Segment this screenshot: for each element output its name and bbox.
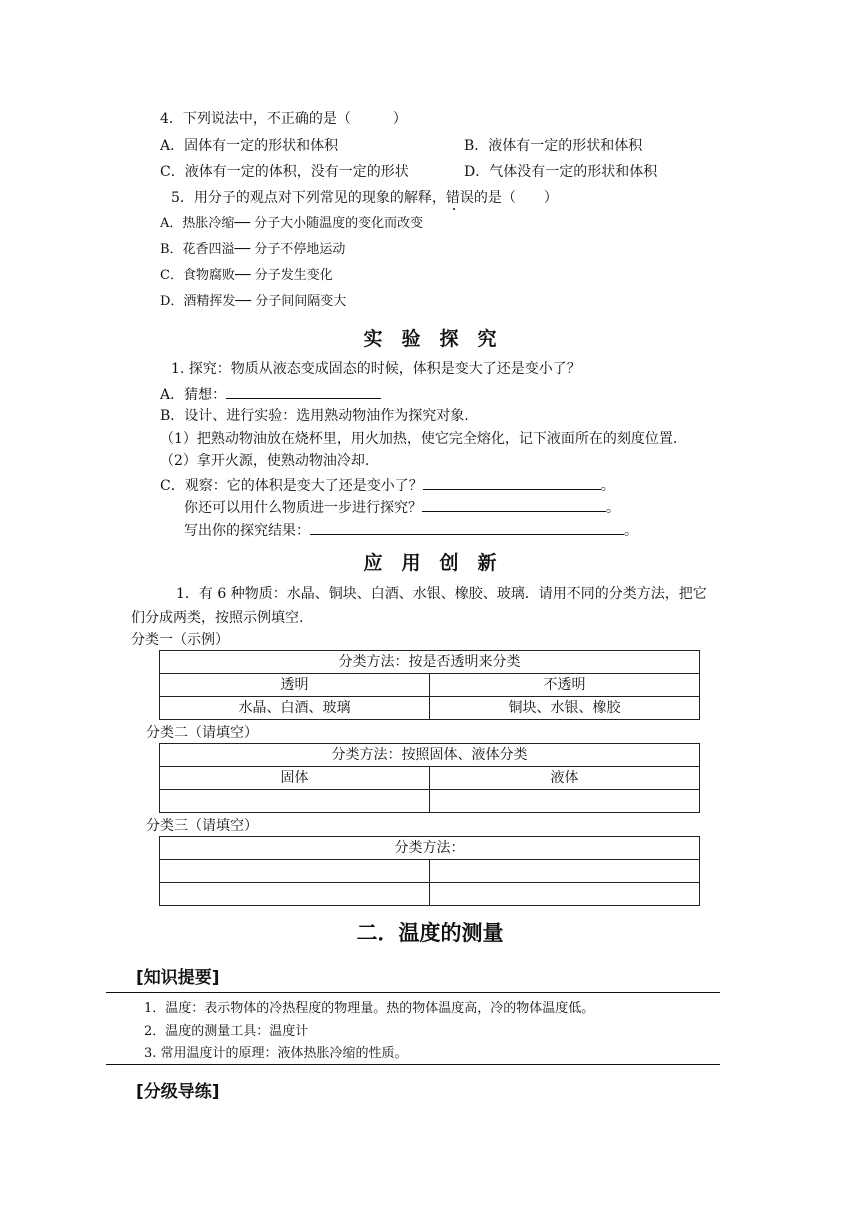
cls2-method: 分类方法：按照固体、液体分类 xyxy=(160,744,700,767)
explore-q1: 1. 探究：物质从液态变成固态的时候，体积是变大了还是变小了？ xyxy=(171,361,581,377)
explore-step1: （1）把熟动物油放在烧杯里，用火加热，使它完全熔化，记下液面所在的刻度位置. xyxy=(160,431,678,447)
explore-step2: （2）拿开火源，使熟动物油冷却. xyxy=(160,453,370,469)
explore-more xyxy=(184,497,620,517)
more-blank[interactable] xyxy=(422,497,606,512)
q5-option-b: B．花香四溢── 分子不停地运动 xyxy=(160,242,346,257)
knowledge-item-1: 1．温度：表示物体的冷热程度的物理量。热的物体温度高，冷的物体温度低。 xyxy=(144,1001,595,1016)
cls3-cell-4[interactable] xyxy=(430,883,700,906)
cls3-cell-1[interactable] xyxy=(160,860,430,883)
observe-end: 。 xyxy=(600,478,615,494)
cls1-method: 分类方法：按是否透明来分类 xyxy=(160,651,700,674)
q5-option-d: D．酒精挥发── 分子间间隔变大 xyxy=(160,294,347,309)
section-2-title: 二．温度的测量 xyxy=(356,921,504,945)
result-blank[interactable] xyxy=(310,520,624,535)
cls2-cell-solid[interactable] xyxy=(160,790,430,813)
cls3-cell-3[interactable] xyxy=(160,883,430,906)
q4-option-a: A．固体有一定的形状和体积 xyxy=(160,138,339,154)
classification-2-label: 分类二（请填空） xyxy=(146,725,258,741)
q5-option-c: C．食物腐败── 分子发生变化 xyxy=(160,268,333,283)
explore-guess xyxy=(160,384,381,404)
cls3-method[interactable]: 分类方法： xyxy=(160,837,700,860)
cls2-col1: 固体 xyxy=(160,767,430,790)
cls1-val1: 水晶、白酒、玻璃 xyxy=(160,697,430,720)
explore-observe-label: C．观察：它的体积是变大了还是变小了？ xyxy=(160,478,423,494)
explore-guess-label: A．猜想： xyxy=(160,387,227,403)
knowledge-bottom-rule xyxy=(106,1064,720,1065)
explore-more-label: 你还可以用什么物质进一步进行探究？ xyxy=(184,500,422,516)
result-end: 。 xyxy=(624,523,638,539)
observe-blank[interactable] xyxy=(423,475,601,490)
q4-option-d: D．气体没有一定的形状和体积 xyxy=(464,164,658,180)
classification-3-table xyxy=(159,836,700,906)
explore-heading: 实 验 探 究 xyxy=(363,328,497,350)
explore-result-label: 写出你的探究结果： xyxy=(184,523,310,539)
cls3-cell-2[interactable] xyxy=(430,860,700,883)
q4-option-b: B．液体有一定的形状和体积 xyxy=(464,138,643,154)
explore-result xyxy=(184,520,638,540)
explore-design: B．设计、进行实验：选用熟动物油作为探究对象. xyxy=(160,408,469,424)
cls2-col2: 液体 xyxy=(430,767,700,790)
knowledge-top-rule xyxy=(106,992,720,993)
explore-observe xyxy=(160,475,615,495)
apply-heading: 应 用 创 新 xyxy=(363,552,497,574)
classification-2-table xyxy=(159,743,700,813)
classification-1-table xyxy=(159,650,700,720)
q5-stem-pre: 5．用分子的观点对下列常见的现象的解释， xyxy=(171,190,446,206)
q5-option-a: A．热胀冷缩── 分子大小随温度的变化而改变 xyxy=(160,216,424,231)
q5-stem-post: 误的是（ ） xyxy=(459,190,558,206)
apply-q1-line1: 1．有 6 种物质：水晶、铜块、白酒、水银、橡胶、玻璃．请用不同的分类方法，把它 xyxy=(176,586,707,602)
guess-blank[interactable] xyxy=(226,384,381,399)
practice-heading: [分级导练] xyxy=(136,1082,220,1102)
classification-1-label: 分类一（示例） xyxy=(131,632,229,648)
cls1-val2: 铜块、水银、橡胶 xyxy=(430,697,700,720)
cls2-cell-liquid[interactable] xyxy=(430,790,700,813)
q4-option-c: C．液体有一定的体积，没有一定的形状 xyxy=(160,164,409,180)
knowledge-item-2: 2．温度的测量工具：温度计 xyxy=(144,1024,309,1039)
q4-stem: 4．下列说法中，不正确的是（ ） xyxy=(160,111,407,127)
classification-3-label: 分类三（请填空） xyxy=(146,818,258,834)
knowledge-heading: [知识提要] xyxy=(136,968,220,988)
apply-q1-line2: 们分成两类，按照示例填空. xyxy=(131,610,304,626)
q5-stem xyxy=(171,189,558,207)
knowledge-item-3: 3. 常用温度计的原理：液体热胀冷缩的性质。 xyxy=(144,1046,408,1061)
more-end: 。 xyxy=(606,500,620,516)
cls1-col1: 透明 xyxy=(160,674,430,697)
q5-stem-emphasis: 错 xyxy=(445,190,460,206)
cls1-col2: 不透明 xyxy=(430,674,700,697)
